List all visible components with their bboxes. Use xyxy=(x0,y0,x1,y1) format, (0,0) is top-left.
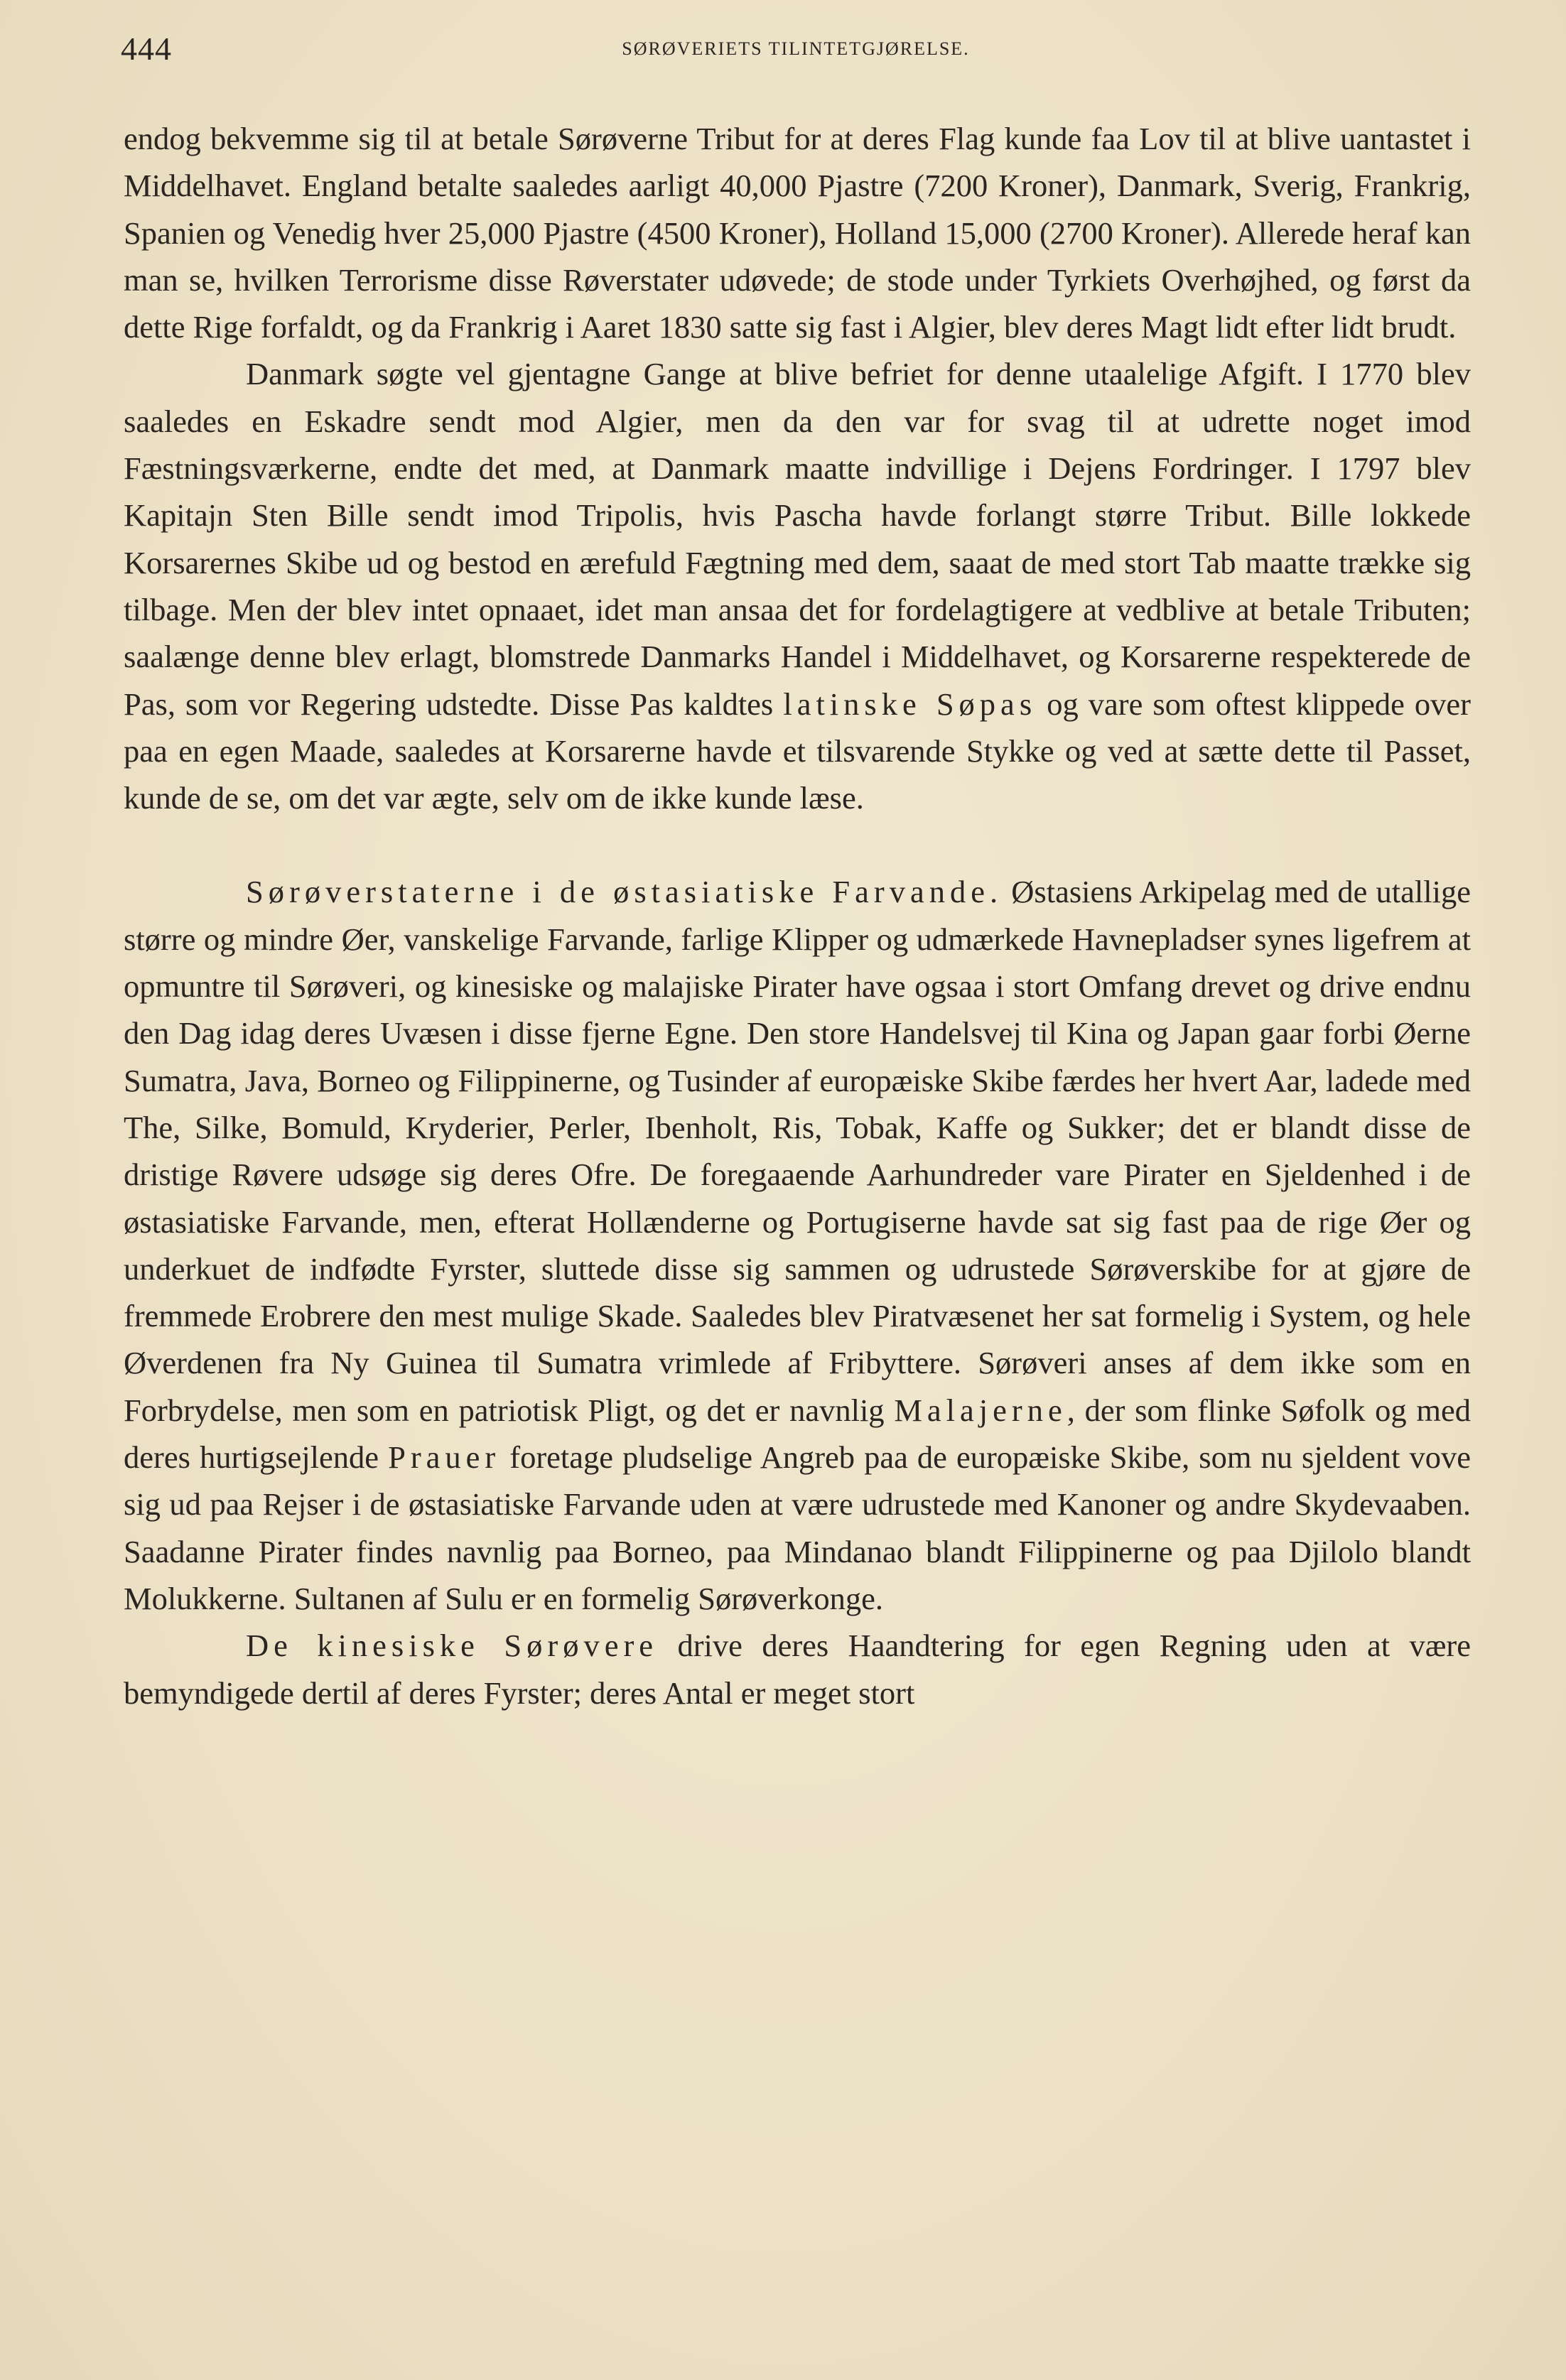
paragraph-1 xyxy=(124,115,1471,350)
paragraph-3-text-b: , der som flinke Søfolk og med deres hurtigsejlende xyxy=(124,1392,1471,1476)
paragraph-3 xyxy=(124,868,1471,1622)
paragraph-4 xyxy=(124,1622,1471,1716)
paragraph-2-text-a: Danmark søgte vel gjentagne Gange at blive befriet for denne utaalelige Afgift. I 1770 blev saaledes en Eskadre sendt mod Algier, men da den var for svag til at udrette noget imod Fæstningsværkerne, endte det med, at Danmark maatte indvillige i Dejens Fordringer. I 1797 blev Kapitajn Sten Bille sendt imod Tripolis, hvis Pascha havde forlangt større Tribut. Bille lokkede Korsarernes Skibe ud og bestod en ærefuld Fægtning med dem, saaat de med stort Tab maatte trække sig tilbage. Men der blev intet opnaaet, idet man ansaa det for fordelagtigere at vedblive at betale Tributen; saalænge denne blev erlagt, blomstrede Danmarks Handel i Middelhavet, og Korsarerne respekterede de Pas, som vor Regering udstedte. Disse Pas kaldtes xyxy=(124,356,1471,722)
page-number: 444 xyxy=(121,31,172,67)
body-text xyxy=(124,115,1471,1716)
paragraph-3-text-a: Østasiens Arkipelag med de utallige større og mindre Øer, vanskelige Farvande, farlige Klipper og udmærkede Havnepladser synes ligefrem at opmuntre til Sørøveri, og kinesiske og malajiske Pirater have ogsaa i stort Omfang drevet og drive endnu den Dag idag deres Uvæsen i disse fjerne Egne. Den store Handelsvej til Kina og Japan gaar forbi Øerne Sumatra, Java, Borneo og Filippinerne, og Tusinder af europæiske Skibe færdes her hvert Aar, ladede med The, Silke, Bomuld, Kryderier, Perler, Ibenholt, Ris, Tobak, Kaffe og Sukker; det er blandt disse de dristige Røvere udsøge sig deres Ofre. De foregaaende Aarhundreder vare Pirater en Sjeldenhed i de østasiatiske Farvande, men, efterat Hollænderne og Portugiserne havde sat sig fast paa de rige Øer og underkuet de indfødte Fyrster, sluttede disse sig sammen og udrustede Sørøverskibe for at gjøre de fremmede Erobrere den mest mulige Skade. Saaledes blev Piratvæsenet her sat formelig i System, og hele Øverdenen fra Ny Guinea til Sumatra vrimlede af Fribyttere. Sørøveri anses af dem ikke som en Forbrydelse, men som en patriotisk Pligt, og det er navnlig xyxy=(124,874,1472,1428)
section-heading-kinesiske-sorovere: De kinesiske Sørøvere xyxy=(246,1628,659,1664)
paragraph-4-text: drive deres Haandtering for egen Regning uden at være bemyndigede dertil af deres Fyrster; deres Antal er meget stort xyxy=(124,1628,1471,1711)
running-title: SØRØVERIETS TILINTETGJØRELSE. xyxy=(622,38,970,59)
spaced-term-prauer: Prauer xyxy=(388,1439,501,1476)
paragraph-2 xyxy=(124,350,1471,821)
paragraph-1-text: endog bekvemme sig til at betale Sørøverne Tribut for at deres Flag kunde faa Lov til at blive uantastet i Middelhavet. England betalte saaledes aarligt 40,000 Pjastre (7200 Kroner), Danmark, Sverig, Frankrig, Spanien og Venedig hver 25,000 Pjastre (4500 Kroner), Holland 15,000 (2700 Kroner). Allerede heraf kan man se, hvilken Terrorisme disse Røverstater udøvede; de stode under Tyrkiets Overhøjhed, og først da dette Rige forfaldt, og da Frankrig i Aaret 1830 satte sig fast i Algier, blev deres Magt lidt efter lidt brudt. xyxy=(124,121,1471,345)
paragraph-2-text-b: og vare som oftest klippede over paa en egen Maade, saaledes at Korsarerne havde et tilsvarende Stykke og ved at sætte dette til Passet, kunde de se, om det var ægte, selv om de ikke kunde læse. xyxy=(124,686,1472,816)
spaced-term-malajerne: Malajerne xyxy=(894,1392,1067,1428)
section-heading-sorover-staterne: Sørøverstaterne i de østasiatiske Farvande. xyxy=(246,874,1003,910)
spaced-term-latinske-sopas: latinske Søpas xyxy=(783,686,1037,722)
paragraph-3-text-c: foretage pludselige Angreb paa de europæiske Skibe, som nu sjeldent vove sig ud paa Rejser i de østasiatiske Farvande uden at være udrustede med Kanoner og andre Skydevaaben. Saadanne Pirater findes navnlig paa Borneo, paa Mindanao blandt Filippinerne og paa Djilolo blandt Molukkerne. Sultanen af Sulu er en formelig Sørøverkonge. xyxy=(124,1439,1472,1616)
page-header xyxy=(121,30,1471,80)
